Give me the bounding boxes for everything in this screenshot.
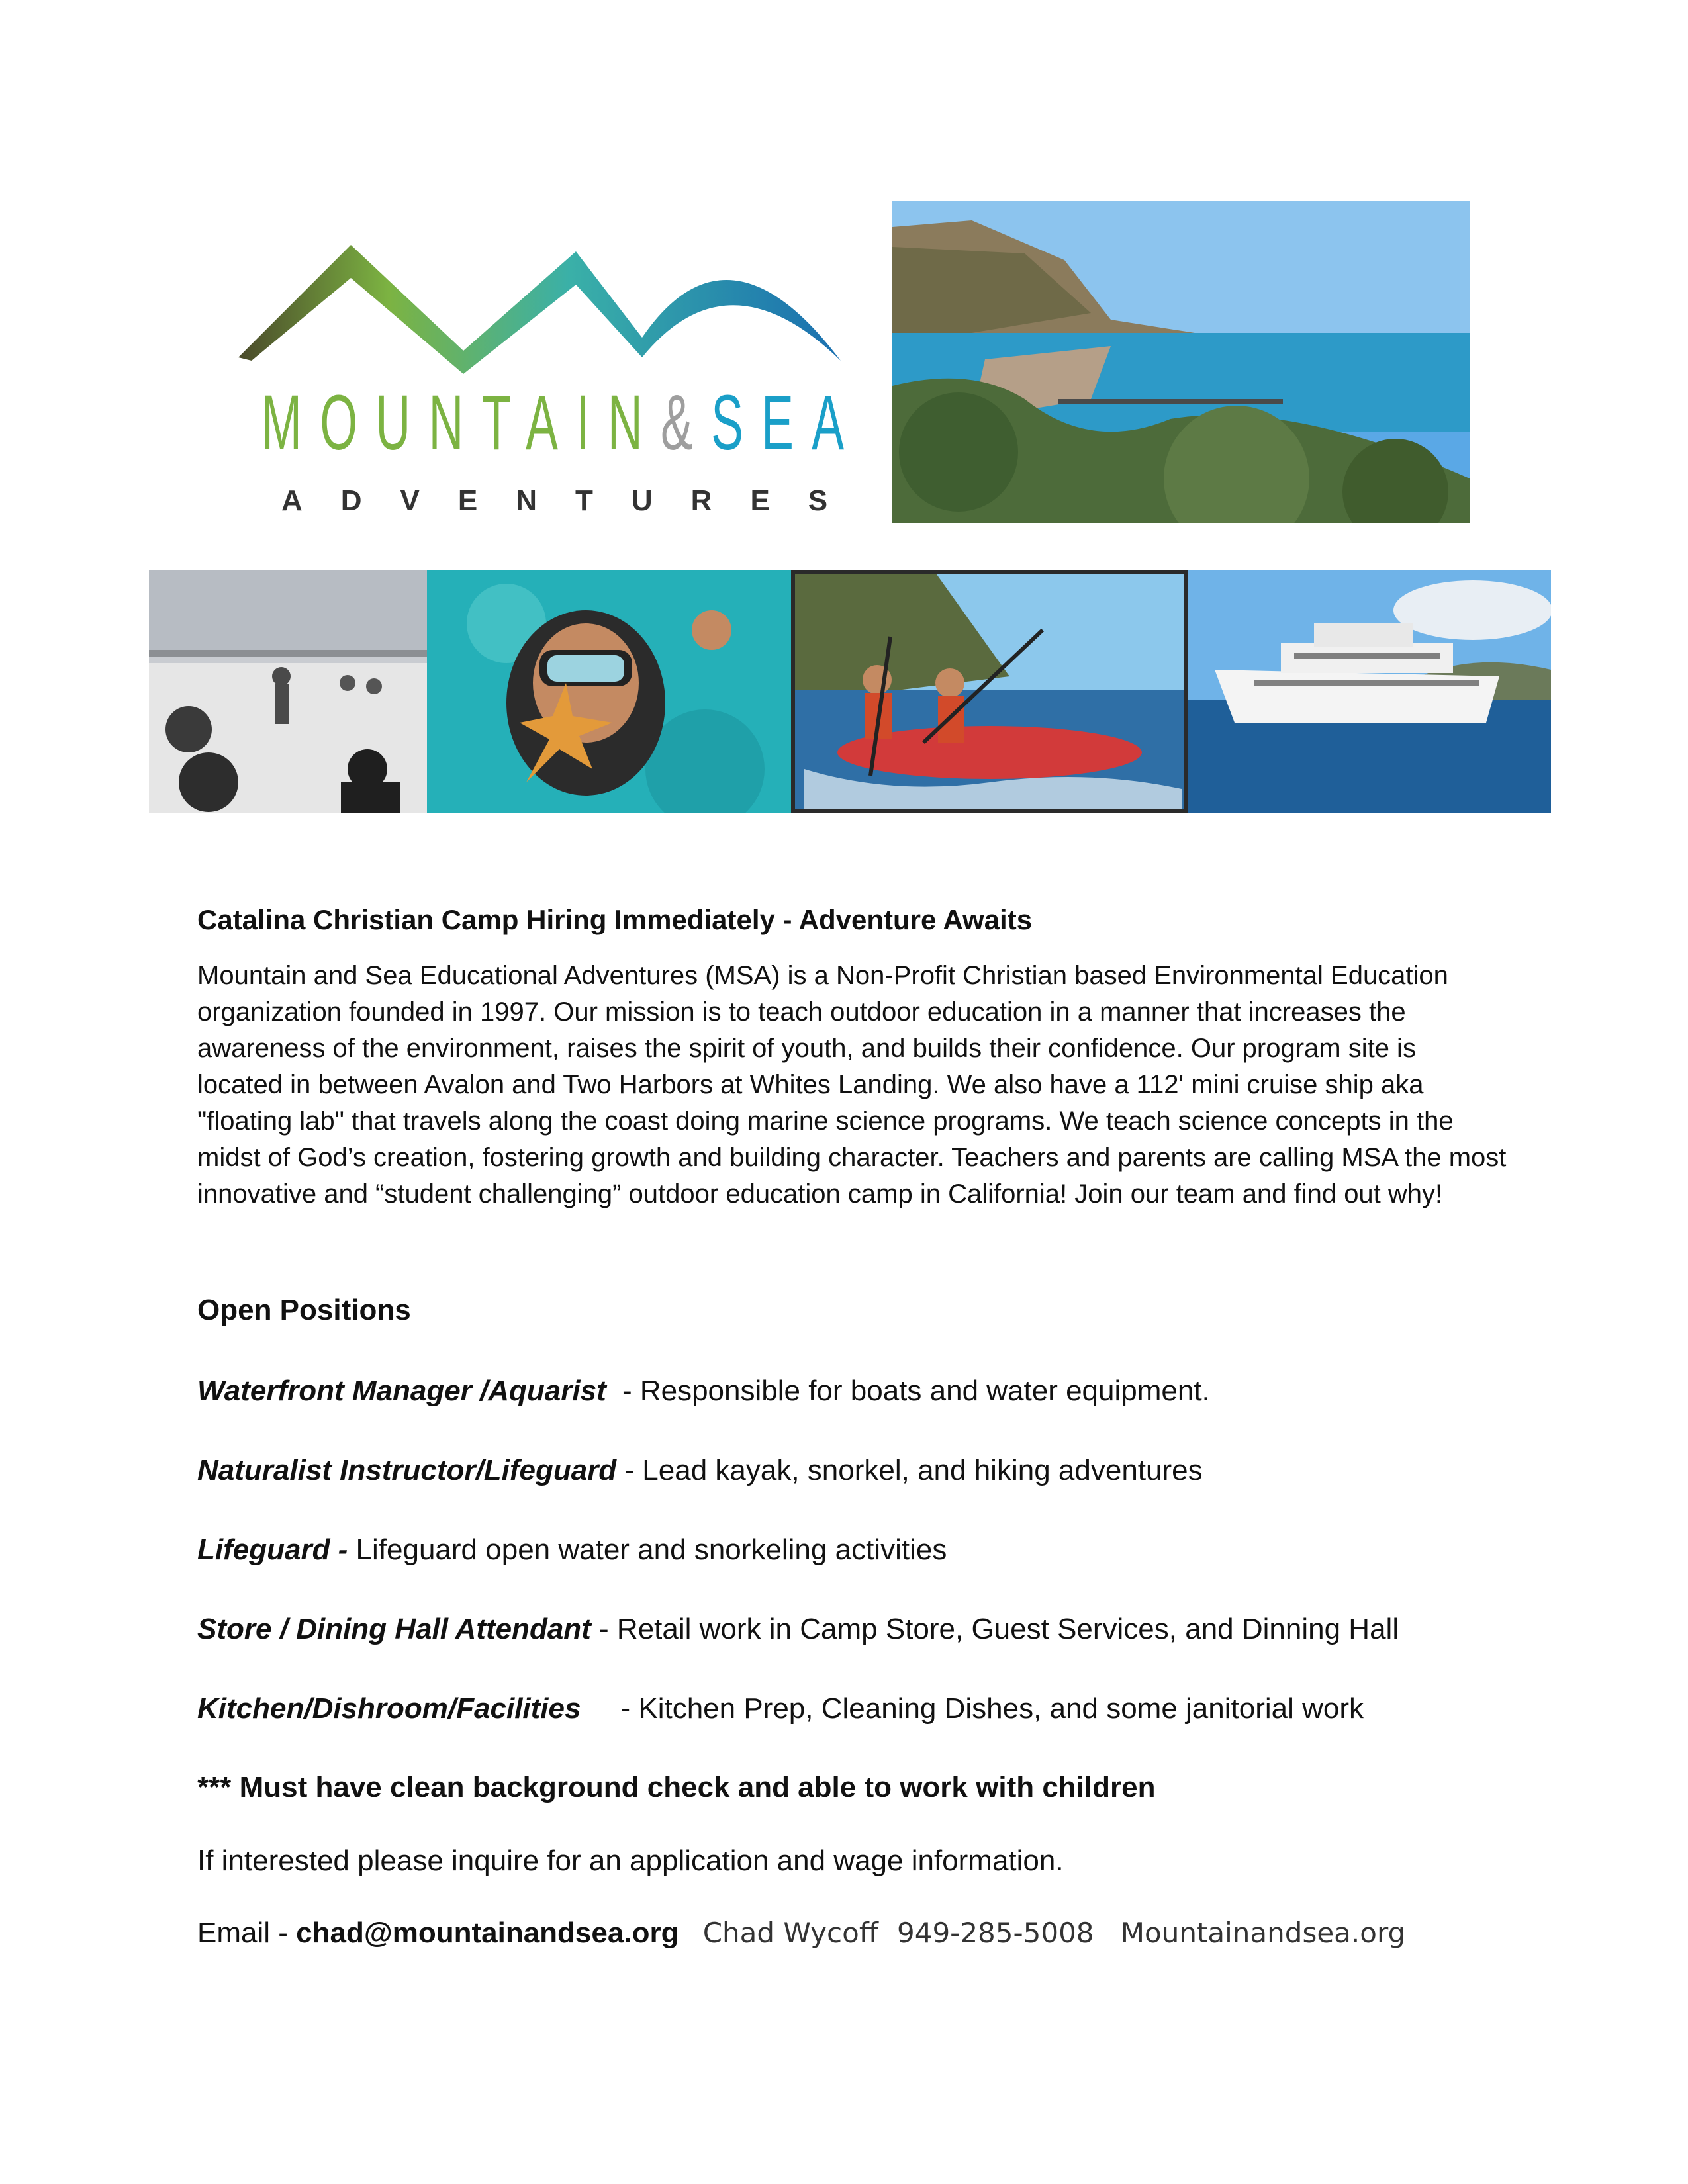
position-waterfront-manager — [197, 1374, 1508, 1409]
position-store-dining-hall — [197, 1612, 1508, 1647]
contact-phone: 949-285-5008 — [897, 1917, 1094, 1949]
position-lifeguard — [197, 1533, 1508, 1568]
email-label: Email - — [197, 1917, 297, 1949]
position-title: Lifeguard - — [197, 1533, 348, 1566]
logo-word-sea: SEA — [711, 379, 863, 467]
position-title: Kitchen/Dishroom/Facilities — [197, 1692, 581, 1725]
intro-paragraph: Mountain and Sea Educational Adventures (MSA) is a Non-Profit Christian based Environmental Education organization founded in 1997. Our mission is to teach outdoor education in a manner that increases the awareness of the environment, raises the spirit of youth, and builds their confidence. Our program site is located in between Avalon and Two Harbors at Whites Landing. We also have a 112' mini cruise ship aka "floating lab" that travels along the coast doing marine science programs. We teach science concepts in the midst of God’s creation, fostering growth and building character. Teachers and parents are calling MSA the most innovative and “student challenging” outdoor education camp in California! Join our team and find out why! — [197, 961, 1507, 1208]
page-title: Catalina Christian Camp Hiring Immediately - Adventure Awaits — [197, 904, 1033, 935]
group-on-deck-photo — [149, 570, 427, 813]
contact-name: Chad Wycoff — [702, 1917, 878, 1949]
snorkeler-with-starfish-photo — [427, 570, 791, 813]
position-title: Store / Dining Hall Attendant — [197, 1613, 591, 1645]
position-description: - Responsible for boats and water equipment. — [614, 1375, 1210, 1407]
open-positions-heading: Open Positions — [197, 1294, 411, 1326]
cruise-ship-floating-lab-photo — [1188, 570, 1551, 813]
msa-logo — [225, 225, 867, 529]
position-description: - Retail work in Camp Store, Guest Services, and Dinning Hall — [590, 1613, 1399, 1645]
position-title: Naturalist Instructor/Lifeguard — [197, 1454, 617, 1486]
mountain-wave-icon — [225, 225, 861, 377]
position-description: Lifeguard open water and snorkeling activities — [348, 1533, 947, 1566]
position-naturalist-instructor — [197, 1453, 1508, 1488]
kayakers-photo — [791, 570, 1188, 813]
position-description: - Kitchen Prep, Cleaning Dishes, and some janitorial work — [620, 1692, 1364, 1725]
logo-word-mountain: MOUNTAIN — [261, 379, 661, 467]
email-link[interactable]: chad@mountainandsea.org — [296, 1917, 679, 1949]
inquire-text: If interested please inquire for an application and wage information. — [197, 1844, 1064, 1877]
position-title: Waterfront Manager /Aquarist — [197, 1375, 606, 1407]
logo-word-adventures: ADVENTURES — [281, 484, 867, 517]
logo-ampersand: & — [660, 379, 712, 467]
website-link[interactable]: Mountainandsea.org — [1120, 1917, 1406, 1949]
position-kitchen-dishroom — [197, 1692, 1508, 1727]
catalina-bay-photo — [892, 201, 1470, 523]
position-description: - Lead kayak, snorkel, and hiking adventures — [616, 1454, 1203, 1486]
background-check-note: *** Must have clean background check and able to work with children — [197, 1771, 1156, 1803]
contact-line — [197, 1917, 1508, 1950]
